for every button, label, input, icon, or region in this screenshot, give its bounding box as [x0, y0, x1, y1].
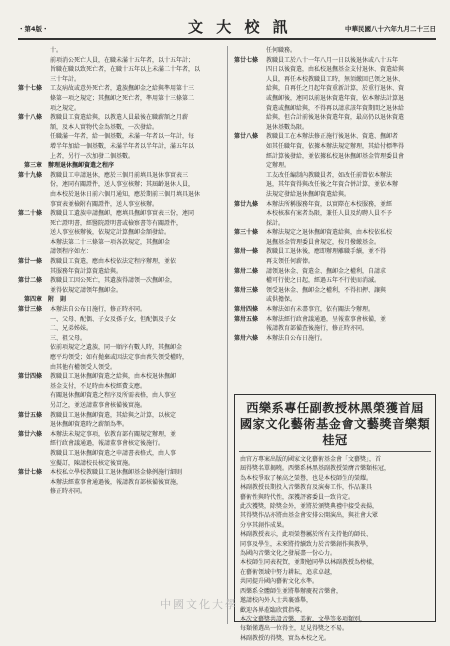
clause-text: 領受退休金、撫卹金之權利，不得扣押、讓與 [266, 286, 387, 294]
article-line: 邀請校內外人士共襄盛舉， [240, 597, 313, 605]
article-line: 林副教授表示，此項榮譽屬於所有支持他的師長、 [240, 531, 373, 539]
article-line: 西樂系全體師生並將舉辦慶祝音樂會， [240, 587, 343, 595]
clause-number: 第卅六條 [234, 334, 259, 342]
text-line: 一、父母、配偶、子女及孫子女，但配偶及子女 [50, 315, 177, 323]
text-line: 應平均領受；如有拋棄或因法定事由喪失領受權時， [50, 354, 189, 361]
clause-text: 教職員工因公死亡，其遺族得請領一次撫卹金， [50, 277, 177, 285]
text-line: 任職滿一年者，給一個基數，未滿一年者以一年計，每 [50, 133, 195, 141]
clause-number: 第廿六條 [18, 430, 43, 438]
text-line: 或撫卹後，連同以前退休資遣年資，依本辦法計算退 [266, 94, 405, 102]
clause-text: 教職員工退休撫卹資遣之給與，由本校退休撫卹 [50, 373, 177, 381]
text-line: 報請教育部備查後施行，修正時亦同。 [266, 325, 369, 333]
clause-text: 教職員工退休後，應即辦理離職手續，並不得 [266, 248, 387, 256]
article-clause [18, 305, 220, 315]
clause-number: 第卅二條 [234, 267, 259, 275]
text-line: 項之規定。 [50, 104, 81, 112]
text-line: 份，連同有關證件，送人事室核辦；其屆齡退休人員， [50, 181, 195, 189]
article-line: 藝術性與時代性，深獲評審委員一致肯定。 [240, 493, 355, 501]
issue-date: 中華民國八十六年九月二十三日 [345, 25, 436, 33]
left-column [18, 46, 220, 624]
clause-text: 本辦法如有未盡事宜，依有關法令辦理。 [266, 306, 375, 314]
article-clause [234, 132, 436, 142]
clause-text: 本辦法所稱服務年資，以實際在本校服務，並經 [266, 200, 393, 208]
text-line: 經計算後發給，並依據私校退休撫卹基金管理委員會 [266, 152, 405, 160]
page-header [18, 14, 436, 40]
clause-number: 第卅三條 [234, 286, 259, 294]
article-line: 為國內音樂文化之發展盡一份心力。 [240, 550, 337, 558]
article-clause [18, 276, 220, 286]
clause-number: 第廿二條 [18, 277, 43, 285]
text-line: 資遣或撫卹給與，不得再以請求該年資期間之退休給 [266, 104, 405, 112]
clause-number: 第十八條 [18, 114, 43, 122]
article-clause [18, 411, 220, 421]
text-line: 給與，但合計前後退休資遣年資，最高仍以退休資遣 [266, 114, 405, 122]
article-clause [234, 200, 436, 210]
text-line: 三、祖父母。 [50, 334, 87, 342]
text-line: 退休基數為限。 [266, 123, 309, 131]
text-line: 退，其年資得與改任後之年資合併計算，並依本辦 [266, 181, 399, 189]
text-line: 二、兄弟姊妹。 [50, 325, 93, 333]
article-clause [18, 209, 220, 219]
text-line: 其服務年資計算資遣給與。 [50, 267, 123, 275]
clause-text: 本校私立學校教職員工退休撫卹基金條例施行細則 [50, 469, 183, 477]
clause-number: 第十七條 [18, 85, 43, 93]
clause-number: 第廿一條 [18, 258, 43, 266]
page [18, 14, 436, 642]
article-line: 歡迎各界蒞臨欣賞指導。 [240, 606, 307, 614]
article-clause [18, 372, 220, 382]
article-clause [234, 56, 436, 66]
text-line: 十。 [50, 47, 63, 54]
text-line: 定辦理。 [266, 162, 291, 170]
text-line: 本辦法經董事會通過後，報請教育部核備後實施， [50, 478, 183, 486]
text-line: 並得依規定請領年撫卹金。 [50, 286, 123, 294]
text-line: 經行政會議通過，報請董事會核定後施行。 [50, 440, 165, 448]
news-article-box [234, 394, 436, 642]
text-line: 事實表並檢附有關證件，送人事室核辦。 [50, 200, 159, 208]
article-clause [18, 171, 220, 181]
article-clause [18, 468, 220, 478]
text-line: 四日以後資遣，由私校退撫基金支付退休、資遣給與 [266, 66, 405, 74]
clause-number: 第十九條 [18, 171, 43, 179]
text-line: 另訂之，並送請董事會核備後實施。 [50, 401, 147, 409]
article-line: 同事及學生，未來將持續致力於音樂創作與教學， [240, 540, 373, 548]
chapter-heading: 第四章 附 則 [24, 296, 67, 304]
clause-text: 教職員工於八十一年八月一日以後退休或八十五年 [266, 56, 399, 64]
article-line: 林副教授長期投入音樂教育及演奏工作，作品兼具 [240, 484, 373, 492]
clause-number: 第廿九條 [234, 200, 259, 208]
article-clause [234, 228, 436, 238]
newsletter-title: 文 大 校 訊 [188, 18, 292, 36]
text-line: 退休撫卹資遣時之薪額為準。 [50, 421, 129, 429]
article-headline-2: 國家文化藝術基金會文藝獎音樂類桂冠 [239, 416, 431, 452]
article-line: 為本校爭取了極高之榮譽，也是本校師生的榮耀。 [240, 474, 373, 482]
clause-text: 本辦法經行政會議通過，呈報董事會核備，並 [266, 315, 387, 323]
text-line: 法規定發給退休撫卹資遣給與。 [266, 190, 351, 198]
article-clause [234, 334, 436, 344]
text-line: 上者，另行一次加發二個基數。 [50, 152, 135, 160]
clause-text: 本辦法自公布日施行。 [266, 334, 327, 342]
text-line: 再支領任何薪俸。 [266, 258, 315, 266]
text-line: 或供擔保。 [266, 296, 297, 304]
clause-number: 第卅一條 [234, 248, 259, 256]
article-body [235, 452, 435, 646]
text-line: 室擬訂，陳請校長核定後實施。 [50, 459, 135, 467]
clause-number: 第卅五條 [234, 315, 259, 323]
text-line: 送人事室核辦後，依規定計算撫卹金額發給。 [50, 229, 171, 237]
text-line: 死亡證明書，經醫院證明書或檢察書等有關證件， [50, 219, 183, 227]
text-line: 任何職務。 [266, 47, 297, 54]
clause-number: 第廿八條 [234, 133, 259, 141]
text-line: 增半年加給一個基數，未滿半年者以半年計，滿五年以 [50, 142, 195, 150]
clause-number: 第廿五條 [18, 411, 43, 419]
clause-text: 本辦法自公布日施行，修正時亦同。 [50, 306, 147, 314]
clause-text: 本辦法規定之退休撫卹資遣給與，由本校依私校 [266, 229, 393, 237]
article-line: 在藝術領域中努力耕耘，追求卓越， [240, 568, 337, 576]
text-line: 修正時亦同。 [50, 488, 87, 496]
chapter-heading: 第三章 辦理退休撫卹資遣之程序 [24, 162, 115, 170]
article-line: 其得獎作品亦將由基金會安排公開演出，與社會大眾 [240, 512, 379, 520]
article-headline-1: 西樂系專任副教授林黑榮獲首屆 [246, 401, 424, 415]
text-line: 退撫基金管理委員會規定，按月撥繳基金。 [266, 238, 381, 246]
text-line: 額，及本人實物代金為基數，一次發給。 [50, 123, 159, 131]
article-clause [234, 315, 436, 325]
text-line: 工友改任編制內教職員者，如改任前曾依本辦法 [266, 171, 393, 179]
article-line: 屆得獎名單揭曉。西樂系林黑基副教授榮膺音樂類桂冠， [240, 465, 391, 473]
article-clause [234, 267, 436, 277]
clause-text: 教職員工資遣給與，以教遣人員最後在職薪額之月薪 [50, 114, 189, 122]
article-clause [234, 286, 436, 296]
article-line: 共同提升國內藝術文化水準。 [240, 578, 319, 586]
article-clause [234, 305, 436, 315]
text-line: 本校核准有案者為限，兼任人員及約聘人員不予 [266, 210, 393, 218]
clause-number: 第廿四條 [18, 373, 43, 381]
clause-number: 第二十條 [18, 210, 43, 218]
text-line: 給與，自再任之月起年資重新計算，於重行退休、資 [266, 85, 405, 93]
clause-text: 教職員工退休撫卹資遣，其給與之計算，以核定 [50, 411, 177, 419]
clause-number: 第三十條 [234, 229, 259, 237]
clause-text: 請領退休金、資遣金、撫卹金之權利，自請求 [266, 267, 387, 275]
column-divider [227, 46, 228, 624]
text-line: 如其任職年資，依據本辦法規定辦理，其給付標準得 [266, 142, 405, 150]
clause-text: 教職員工在本辦法修正施行後退休、資遣、撫卹者 [266, 133, 399, 141]
article-line: 本次文藝獎共設音樂、美術、文學等多項類別， [240, 615, 367, 623]
article-clause [18, 84, 220, 94]
text-line: 基金支付，不足時由本校經費支應。 [50, 382, 147, 390]
text-line: 依前項規定之遺族，同一順序有數人時，其撫卹金 [50, 344, 183, 352]
article-clause [18, 113, 220, 123]
text-line: 有關退休撫卹資遣之程序及所需表格，由人事室 [50, 392, 177, 400]
text-line: 人員，再任本校教職員工時，無須繳回已領之退休、 [266, 75, 405, 83]
clause-text: 本辦法未規定事項，依教育部有關規定辦理，並 [50, 430, 177, 438]
article-line: 本校師生同表祝賀，並期勉同學以林副教授為榜樣， [240, 559, 379, 567]
clause-number: 第廿七條 [234, 56, 259, 64]
article-line: 每類僅選出一位得主，足見得獎之不易。 [240, 625, 349, 633]
text-line: 旨職在職以致死亡者，在職十五年以上未滿二十年者，以 [50, 66, 201, 74]
issue-label: ・第4版・ [18, 25, 49, 33]
article-clause [18, 430, 220, 440]
text-line: 前項消公死亡人員，在職未滿十五年者，以十五年計； [50, 56, 195, 64]
text-line: 三十年計。 [50, 75, 81, 83]
clause-number: 第卅四條 [234, 306, 259, 314]
text-line: 權可行使之日起，經過五年不行使而消滅。 [266, 277, 381, 285]
text-line: 本辦法第二十三條第一項各款規定，其撫卹金 [50, 238, 171, 246]
article-line: 此次獲獎，除獎金外，並將於頒獎典禮中接受表揚， [240, 503, 379, 511]
text-line: 由本校於退休日前六個月通知，應於期前三個月填具退休 [50, 190, 201, 198]
article-line: 分享其創作成果。 [240, 521, 289, 529]
watermark-footer: 中國文化大學 [160, 598, 238, 611]
text-line: 由其他有權領受人領受。 [50, 363, 117, 371]
text-line: 條第一項之規定；其撫卹之死亡者，準用第十三條第二 [50, 94, 195, 102]
clause-text: 工友病故或意外死亡者，遺族撫卹金之給與準用第十三 [50, 85, 195, 93]
article-line: 林副教授的得獎，實為本校之光。 [240, 634, 331, 642]
text-line: 採計。 [266, 219, 285, 227]
article-clause [234, 247, 436, 257]
clause-number: 第廿三條 [18, 306, 43, 314]
text-line: 請領程序如左： [50, 248, 93, 256]
clause-text: 教職員工申請退休，應於三個月前填具退休事實表三 [50, 171, 189, 179]
article-line: 由官方專案出版的國家文化藝術基金會「文藝獎」，首 [240, 456, 382, 463]
clause-text: 教職員工遺族申請撫卹，應填具撫卹事實表三份，連同 [50, 210, 195, 218]
text-line: 教職員工退休撫卹資遣之申請書表格式，由人事 [50, 449, 177, 457]
article-clause [18, 257, 220, 267]
clause-text: 教職員工資遣，應由本校依法定程序辦理，並依 [50, 258, 177, 266]
right-column [234, 46, 436, 396]
clause-number: 第廿七條 [18, 469, 43, 477]
